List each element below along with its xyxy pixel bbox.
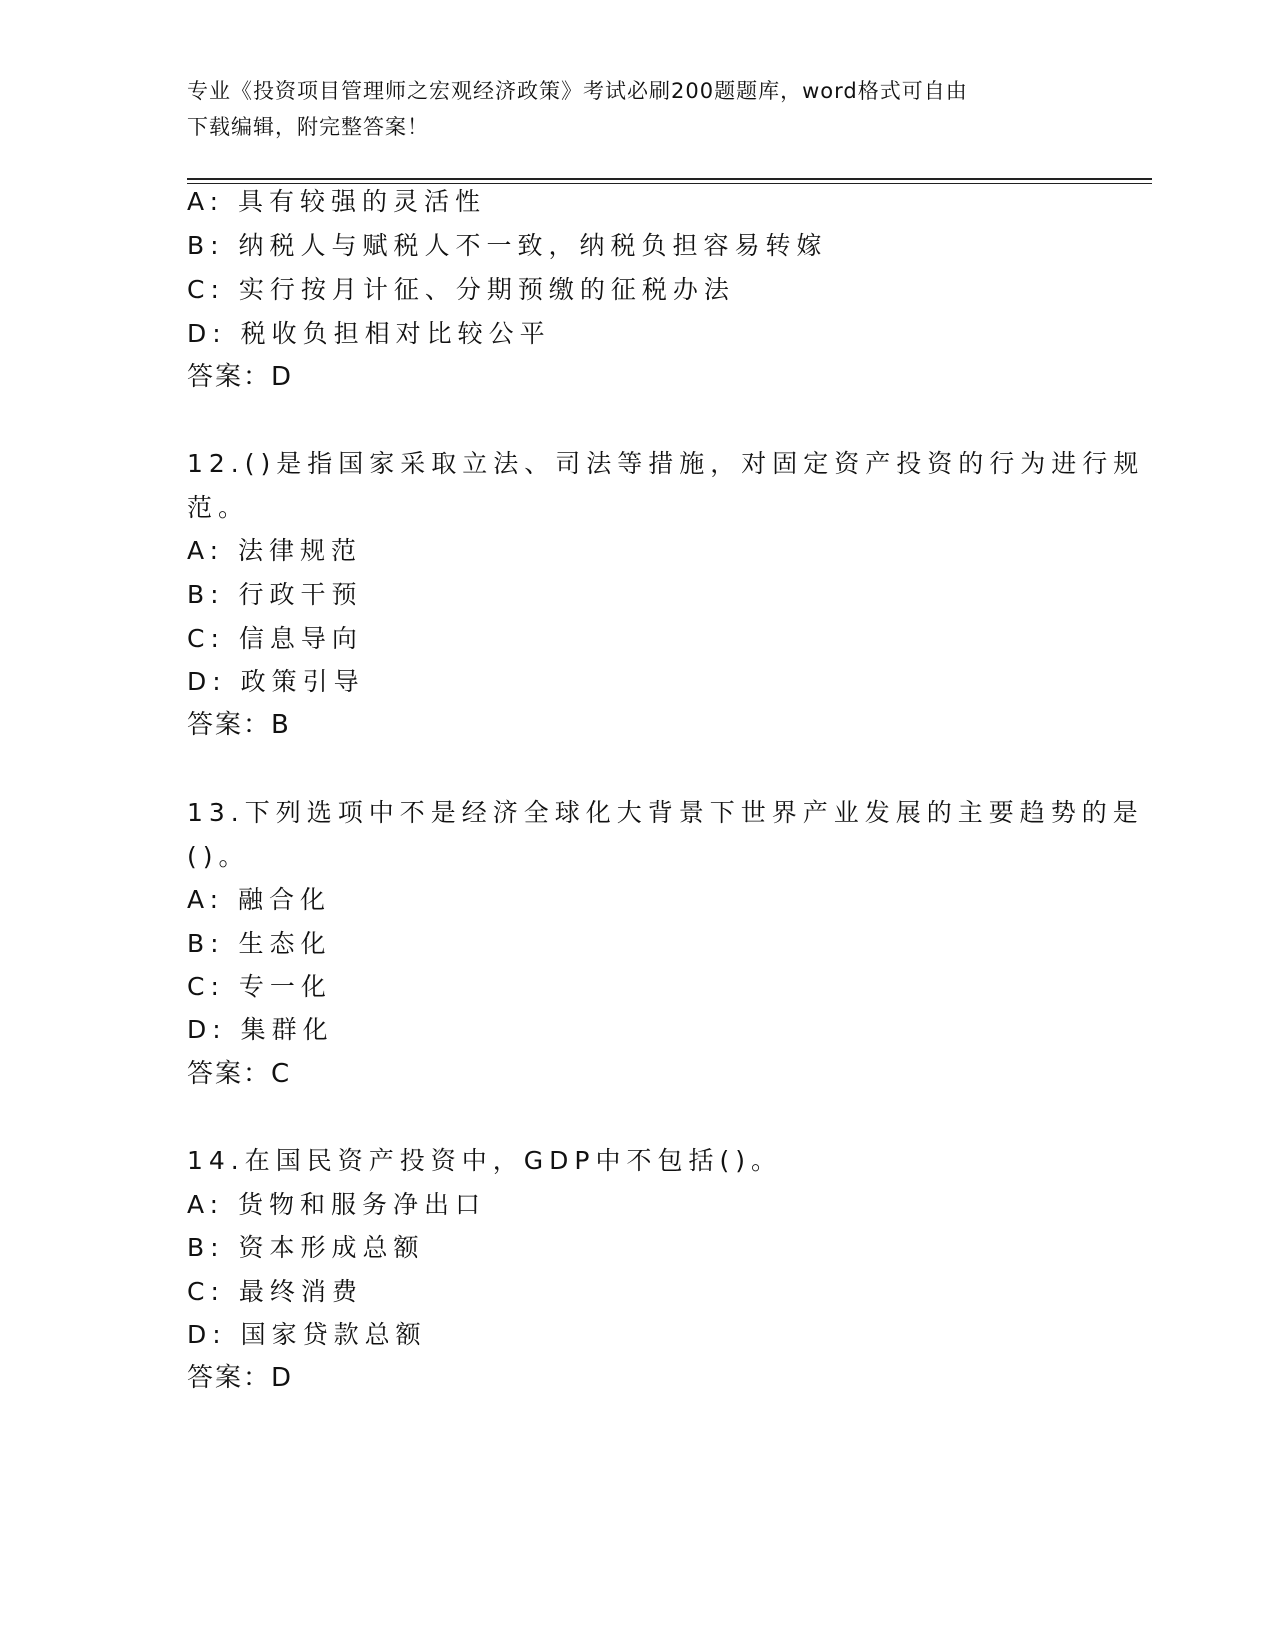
q13-stem-line-2: ()。 [187, 842, 250, 871]
q12-option-b: B: 行政干预 [187, 580, 363, 609]
q13-stem-line-1: 13.下列选项中不是经济全球化大背景下世界产业发展的主要趋势的是 [187, 798, 1144, 827]
document-header [187, 73, 1067, 145]
header-divider-thick [187, 178, 1152, 180]
q14-option-b: B: 资本形成总额 [187, 1233, 425, 1262]
q11-option-c: C: 实行按月计征、分期预缴的征税办法 [187, 275, 735, 304]
q12-answer: 答案：B [187, 710, 291, 740]
q12-option-c: C: 信息导向 [187, 624, 363, 653]
q14-stem-line-1: 14.在国民资产投资中，GDP中不包括()。 [187, 1146, 782, 1175]
header-divider-thin [187, 183, 1152, 184]
header-line-2: 下载编辑，附完整答案！ [187, 115, 429, 139]
q11-option-a: A: 具有较强的灵活性 [187, 187, 487, 216]
q12-stem-line-1: 12.()是指国家采取立法、司法等措施，对固定资产投资的行为进行规 [187, 449, 1145, 478]
q12-stem-line-2: 范。 [187, 493, 250, 522]
q13-option-a: A: 融合化 [187, 885, 332, 914]
q11-option-d: D: 税收负担相对比较公平 [187, 319, 551, 348]
q12-option-a: A: 法律规范 [187, 536, 363, 565]
q13-option-d: D: 集群化 [187, 1015, 334, 1044]
q13-answer: 答案：C [187, 1059, 292, 1089]
q12-option-d: D: 政策引导 [187, 667, 365, 696]
q14-answer: 答案：D [187, 1363, 294, 1393]
q14-option-c: C: 最终消费 [187, 1277, 363, 1306]
q13-option-c: C: 专一化 [187, 972, 332, 1001]
q11-option-b: B: 纳税人与赋税人不一致，纳税负担容易转嫁 [187, 231, 828, 260]
header-line-1: 专业《投资项目管理师之宏观经济政策》考试必刷200题题库，word格式可自由 [187, 79, 968, 103]
q14-option-a: A: 货物和服务净出口 [187, 1190, 487, 1219]
q13-option-b: B: 生态化 [187, 929, 332, 958]
q11-answer: 答案：D [187, 362, 294, 392]
q14-option-d: D: 国家贷款总额 [187, 1320, 427, 1349]
